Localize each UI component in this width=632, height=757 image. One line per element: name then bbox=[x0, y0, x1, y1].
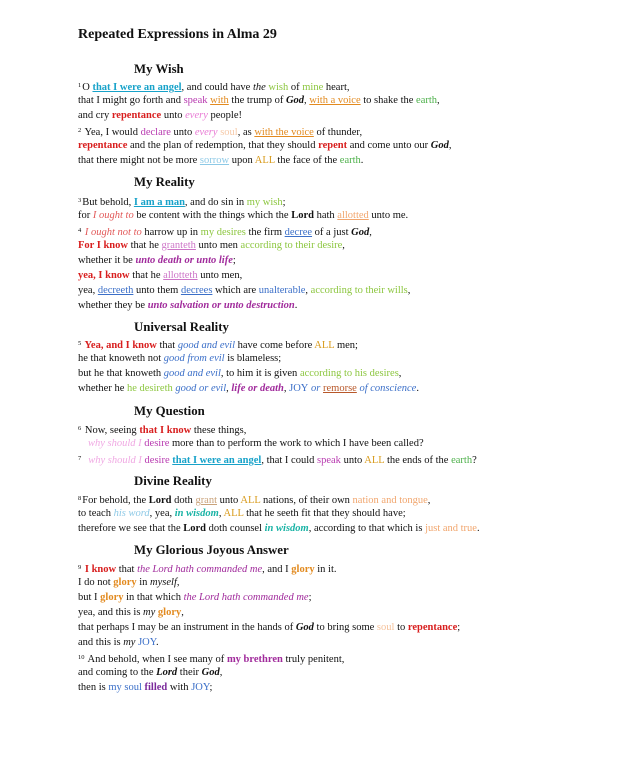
text-run: ; bbox=[308, 592, 312, 603]
verse-line bbox=[78, 124, 362, 139]
text-run: , that I could bbox=[261, 455, 318, 466]
text-run: , bbox=[304, 95, 310, 106]
highlight-phrase: my bbox=[123, 637, 136, 648]
verse-number: 8 bbox=[78, 495, 82, 502]
text-run: he that knoweth not bbox=[78, 353, 164, 364]
verse-line bbox=[78, 522, 480, 535]
highlight-phrase: according to their wills bbox=[310, 285, 408, 296]
verse-line bbox=[78, 79, 350, 94]
verse-line bbox=[78, 194, 286, 209]
text-run: of thunder, bbox=[313, 127, 363, 138]
text-run: whether it be bbox=[78, 255, 136, 266]
text-run: to bbox=[394, 622, 408, 633]
text-run: yea, and this is bbox=[78, 607, 144, 618]
section-heading-my-wish: My Wish bbox=[134, 62, 184, 76]
text-run: unto bbox=[217, 495, 241, 506]
highlight-phrase: good or evil bbox=[175, 383, 227, 394]
text-run: unto bbox=[340, 455, 365, 466]
verse-line bbox=[78, 239, 345, 252]
highlight-phrase: according to their desire bbox=[240, 240, 343, 251]
text-run: , bbox=[427, 495, 431, 506]
highlight-phrase: in wisdom bbox=[264, 523, 309, 534]
text-run: that I might go forth and bbox=[78, 95, 184, 106]
text-run: that bbox=[156, 340, 178, 351]
verse-line bbox=[78, 621, 460, 634]
highlight-phrase: I know bbox=[84, 564, 117, 575]
text-run: doth bbox=[171, 495, 196, 506]
text-run: And behold, when I see many of bbox=[85, 654, 227, 665]
highlight-phrase: Lord bbox=[156, 667, 178, 678]
verse-line bbox=[78, 224, 372, 239]
highlight-phrase: glory bbox=[291, 564, 315, 575]
text-run: the firm bbox=[245, 227, 285, 238]
highlight-phrase: Lord bbox=[148, 495, 172, 506]
verse-line bbox=[78, 284, 410, 297]
highlight-phrase: I ought to bbox=[92, 210, 134, 221]
highlight-phrase: decreeth bbox=[97, 285, 134, 296]
text-run: ; bbox=[457, 622, 461, 633]
text-run: in it. bbox=[314, 564, 337, 575]
verse-line bbox=[78, 94, 440, 107]
text-run: the face of the bbox=[274, 155, 340, 166]
highlight-phrase: my brethren bbox=[226, 654, 283, 665]
highlight-phrase: life or death bbox=[231, 383, 284, 394]
highlight-phrase: the Lord hath commanded me bbox=[183, 592, 309, 603]
highlight-phrase: with a voice bbox=[309, 95, 361, 106]
highlight-phrase: Yea, and I know bbox=[82, 340, 157, 351]
highlight-phrase: JOY bbox=[191, 682, 210, 693]
text-run: , bbox=[283, 383, 290, 394]
text-run: , bbox=[218, 508, 224, 519]
verse-line bbox=[78, 352, 281, 365]
verse-line bbox=[78, 337, 358, 352]
text-run: , according to that which is bbox=[308, 523, 426, 534]
verse-number: 3 bbox=[78, 197, 82, 204]
highlight-phrase: good and evil bbox=[163, 368, 221, 379]
text-run: unto bbox=[161, 110, 186, 121]
text-run: , and do sin in bbox=[184, 197, 247, 208]
text-run: . bbox=[360, 155, 364, 166]
text-run: in that which bbox=[123, 592, 184, 603]
text-run: and this is bbox=[78, 637, 124, 648]
verse-line bbox=[78, 507, 406, 520]
highlight-phrase: that I know bbox=[139, 425, 192, 436]
text-run: whether he bbox=[78, 383, 127, 394]
highlight-phrase: wish bbox=[268, 82, 289, 93]
text-run: ; bbox=[209, 682, 213, 693]
text-run: the trump of bbox=[228, 95, 286, 106]
verse-line bbox=[78, 422, 246, 437]
text-run: , bbox=[398, 368, 402, 379]
text-run: that bbox=[116, 564, 138, 575]
section-heading-my-glorious-joyous-answer: My Glorious Joyous Answer bbox=[134, 543, 289, 557]
verse-line bbox=[78, 139, 451, 152]
text-run: and the plan of redemption, that they should bbox=[127, 140, 319, 151]
text-run: men; bbox=[334, 340, 358, 351]
verse-line bbox=[78, 254, 236, 267]
highlight-phrase: I am a man bbox=[133, 197, 185, 208]
text-run: these things, bbox=[191, 425, 247, 436]
text-run: is blameless; bbox=[224, 353, 282, 364]
text-run: I do not bbox=[78, 577, 114, 588]
highlight-phrase: that I were an angel bbox=[92, 82, 182, 93]
highlight-phrase: myself bbox=[150, 577, 177, 588]
verse-number: 6 bbox=[78, 425, 82, 432]
section-heading-my-reality: My Reality bbox=[134, 175, 195, 189]
text-run: , bbox=[181, 607, 184, 618]
highlight-phrase: yea, I know bbox=[78, 270, 130, 281]
highlight-phrase: earth bbox=[339, 155, 361, 166]
text-run: that perhaps I may be an instrument in the hands of bbox=[78, 622, 296, 633]
text-run: , to him it is given bbox=[220, 368, 300, 379]
highlight-phrase: with bbox=[210, 95, 229, 106]
highlight-phrase: glory bbox=[113, 577, 137, 588]
text-run: therefore we see that the bbox=[78, 523, 184, 534]
verse-line bbox=[78, 367, 401, 380]
highlight-phrase: glory bbox=[100, 592, 124, 603]
highlight-phrase: God bbox=[351, 227, 370, 238]
text-run: But behold, bbox=[82, 197, 134, 208]
highlight-phrase: remorse bbox=[323, 383, 357, 394]
highlight-phrase: God bbox=[201, 667, 220, 678]
highlight-phrase: I ought not to bbox=[84, 227, 142, 238]
highlight-phrase: mine bbox=[302, 82, 324, 93]
text-run: of bbox=[288, 82, 303, 93]
text-run: . bbox=[476, 523, 480, 534]
highlight-phrase: soul bbox=[376, 622, 395, 633]
verse-line bbox=[78, 492, 430, 507]
verse-line bbox=[78, 591, 312, 604]
highlight-phrase: he desireth bbox=[126, 383, 173, 394]
text-run: , and could have bbox=[181, 82, 253, 93]
text-run: , bbox=[437, 95, 440, 106]
highlight-phrase: or bbox=[308, 383, 323, 394]
highlight-phrase: God bbox=[295, 622, 314, 633]
text-run: O bbox=[82, 82, 93, 93]
text-run: that there might not be more bbox=[78, 155, 200, 166]
highlight-phrase: why should I bbox=[88, 455, 142, 466]
text-run: . bbox=[156, 637, 159, 648]
highlight-phrase: soul bbox=[220, 127, 238, 138]
text-run: and cry bbox=[78, 110, 112, 121]
highlight-phrase: repent bbox=[318, 140, 348, 151]
highlight-phrase: nation and tongue bbox=[352, 495, 428, 506]
highlight-phrase: ALL bbox=[314, 340, 335, 351]
highlight-phrase: good from evil bbox=[163, 353, 225, 364]
text-run: , bbox=[226, 383, 232, 394]
text-run: Now, seeing bbox=[82, 425, 140, 436]
verse-number: 4 bbox=[78, 227, 82, 234]
text-run: which are bbox=[212, 285, 259, 296]
verse-line bbox=[78, 666, 222, 679]
text-run: to teach bbox=[78, 508, 114, 519]
highlight-phrase: why should I bbox=[88, 438, 142, 449]
section-heading-universal-reality: Universal Reality bbox=[134, 320, 229, 334]
verse-line bbox=[78, 606, 184, 619]
verse-number: 7 bbox=[78, 455, 82, 462]
text-run: and come unto our bbox=[347, 140, 431, 151]
highlight-phrase: good and evil bbox=[177, 340, 235, 351]
text-run: hath bbox=[313, 210, 338, 221]
text-run: , bbox=[407, 285, 411, 296]
highlight-phrase: Lord bbox=[183, 523, 207, 534]
highlight-phrase: granteth bbox=[161, 240, 196, 251]
text-run: people! bbox=[207, 110, 242, 121]
highlight-phrase: every bbox=[185, 110, 208, 121]
highlight-phrase: ALL bbox=[240, 495, 261, 506]
highlight-phrase: allotted bbox=[337, 210, 369, 221]
verse-number: 1 bbox=[78, 82, 82, 89]
section-heading-divine-reality: Divine Reality bbox=[134, 474, 212, 488]
text-run: . bbox=[416, 383, 419, 394]
text-run: and coming to the bbox=[78, 667, 157, 678]
text-run: ; bbox=[282, 197, 286, 208]
highlight-phrase: earth bbox=[451, 455, 473, 466]
highlight-phrase: JOY bbox=[289, 383, 309, 394]
text-run: , bbox=[448, 140, 452, 151]
text-run: that he seeth fit that they should have; bbox=[243, 508, 406, 519]
text-run: , bbox=[176, 577, 180, 588]
verse-line bbox=[78, 154, 363, 167]
verse-line bbox=[78, 576, 180, 589]
text-run: unto men bbox=[195, 240, 241, 251]
text-run: , as bbox=[237, 127, 255, 138]
highlight-phrase: my wish bbox=[246, 197, 283, 208]
highlight-phrase: according to his desires bbox=[299, 368, 399, 379]
text-run: , bbox=[305, 285, 311, 296]
highlight-phrase: with the voice bbox=[254, 127, 314, 138]
highlight-phrase: ALL bbox=[254, 155, 275, 166]
highlight-phrase: in wisdom bbox=[174, 508, 219, 519]
text-run: , bbox=[342, 240, 345, 251]
text-run: unto me. bbox=[368, 210, 409, 221]
highlight-phrase: unto death or unto life bbox=[135, 255, 233, 266]
verse-number: 2 bbox=[78, 127, 82, 134]
verse-line bbox=[88, 437, 424, 450]
text-run: . bbox=[294, 300, 298, 311]
text-run: ; bbox=[232, 255, 236, 266]
highlight-phrase: of conscience bbox=[359, 383, 417, 394]
highlight-phrase: unto salvation or unto destruction bbox=[147, 300, 295, 311]
highlight-phrase: decree bbox=[284, 227, 313, 238]
highlight-phrase: the bbox=[252, 82, 266, 93]
highlight-phrase: Lord bbox=[291, 210, 314, 221]
highlight-phrase: every bbox=[194, 127, 218, 138]
section-heading-my-question: My Question bbox=[134, 404, 205, 418]
highlight-phrase: the Lord hath commanded me bbox=[137, 564, 263, 575]
highlight-phrase: my desires bbox=[200, 227, 246, 238]
highlight-phrase: decrees bbox=[180, 285, 213, 296]
text-run: then is bbox=[78, 682, 109, 693]
verse-number: 10 bbox=[78, 654, 85, 661]
text-run: yea, bbox=[78, 285, 98, 296]
text-run: , and I bbox=[262, 564, 292, 575]
text-run: more than to perform the work to which I have been called? bbox=[169, 438, 424, 449]
text-run: to bring some bbox=[313, 622, 377, 633]
text-run: for bbox=[78, 210, 93, 221]
highlight-phrase: desire bbox=[144, 438, 170, 449]
text-run: unto them bbox=[133, 285, 181, 296]
highlight-phrase: speak bbox=[317, 455, 341, 466]
text-run: ? bbox=[472, 455, 477, 466]
highlight-phrase: his word bbox=[113, 508, 150, 519]
text-run: whether they be bbox=[78, 300, 148, 311]
verse-line bbox=[78, 109, 242, 122]
text-run: have come before bbox=[235, 340, 315, 351]
text-run: doth counsel bbox=[206, 523, 265, 534]
text-run: For behold, the bbox=[82, 495, 149, 506]
highlight-phrase: repentance bbox=[78, 140, 128, 151]
verse-line bbox=[78, 651, 344, 666]
verse-line bbox=[78, 299, 297, 312]
text-run: of a just bbox=[312, 227, 352, 238]
text-run: nations, of their own bbox=[260, 495, 353, 506]
highlight-phrase: ALL bbox=[364, 455, 385, 466]
text-run: but he that knoweth bbox=[78, 368, 164, 379]
highlight-phrase: glory bbox=[157, 607, 182, 618]
highlight-phrase: grant bbox=[195, 495, 218, 506]
text-run: but I bbox=[78, 592, 101, 603]
text-run: truly penitent, bbox=[282, 654, 345, 665]
text-run: to shake the bbox=[360, 95, 417, 106]
highlight-phrase: repentance bbox=[407, 622, 458, 633]
text-run: that he bbox=[129, 270, 164, 281]
highlight-phrase: desire bbox=[141, 455, 173, 466]
highlight-phrase: declare bbox=[140, 127, 171, 138]
highlight-phrase: ALL bbox=[223, 508, 244, 519]
highlight-phrase: just and true bbox=[425, 523, 477, 534]
verse-line bbox=[78, 452, 477, 467]
text-run: that he bbox=[127, 240, 162, 251]
verse-line bbox=[78, 209, 408, 222]
text-run: upon bbox=[229, 155, 255, 166]
document-title: Repeated Expressions in Alma 29 bbox=[78, 27, 277, 42]
verse-line bbox=[78, 382, 419, 395]
text-run: be content with the things which the bbox=[133, 210, 292, 221]
highlight-phrase: God bbox=[430, 140, 449, 151]
text-run: harrow up in bbox=[141, 227, 201, 238]
verse-line bbox=[78, 561, 337, 576]
highlight-phrase: speak bbox=[183, 95, 208, 106]
text-run: with bbox=[167, 682, 192, 693]
text-run: , yea, bbox=[149, 508, 175, 519]
highlight-phrase: For I know bbox=[78, 240, 128, 251]
verse-line bbox=[78, 636, 159, 649]
text-run: heart, bbox=[323, 82, 350, 93]
highlight-phrase: JOY bbox=[138, 637, 156, 648]
highlight-phrase: God bbox=[285, 95, 305, 106]
highlight-phrase: that I were an angel bbox=[172, 455, 262, 466]
verse-line bbox=[78, 681, 212, 694]
highlight-phrase: earth bbox=[416, 95, 438, 106]
verse-number: 5 bbox=[78, 340, 82, 347]
text-run: Yea, I would bbox=[82, 127, 141, 138]
text-run: the ends of the bbox=[384, 455, 452, 466]
text-run: unto bbox=[170, 127, 195, 138]
text-run: unto men, bbox=[197, 270, 243, 281]
highlight-phrase: my bbox=[143, 607, 156, 618]
highlight-phrase: my soul bbox=[108, 682, 142, 693]
verse-line bbox=[78, 269, 242, 282]
highlight-phrase: allotteth bbox=[163, 270, 198, 281]
highlight-phrase: unalterable bbox=[258, 285, 306, 296]
text-run: , bbox=[219, 667, 223, 678]
highlight-phrase: filled bbox=[144, 682, 168, 693]
text-run: in bbox=[136, 577, 151, 588]
highlight-phrase: sorrow bbox=[199, 155, 230, 166]
highlight-phrase: repentance bbox=[111, 110, 162, 121]
text-run: , bbox=[369, 227, 372, 238]
text-run: their bbox=[177, 667, 202, 678]
verse-number: 9 bbox=[78, 564, 82, 571]
